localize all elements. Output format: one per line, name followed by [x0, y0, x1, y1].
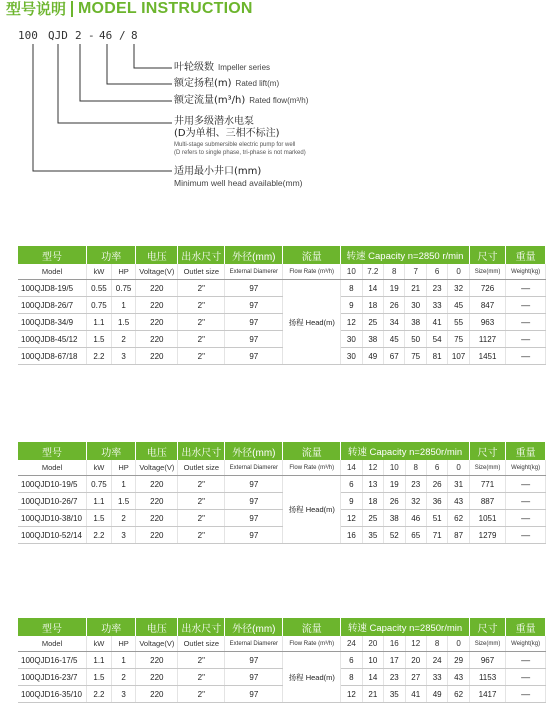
subheader-kw: kW	[87, 636, 112, 652]
cell-kw: 1.5	[87, 331, 112, 348]
subheader-weight: Weight(kg)	[506, 460, 546, 476]
cell-head-value: 49	[426, 686, 447, 703]
table-row	[18, 686, 546, 703]
header-speed-capacity: 转速 Capacity n=2850 r/min	[341, 246, 470, 264]
cell-head-value: 51	[426, 510, 447, 527]
cell-head-value: 33	[426, 669, 447, 686]
subheader-model: Model	[18, 636, 87, 652]
spec-table	[18, 442, 546, 544]
cell-head-value: 81	[426, 348, 447, 365]
subheader-outlet-size: Outlet size	[178, 460, 225, 476]
table-row	[18, 331, 546, 348]
cell-head-value: 30	[341, 331, 362, 348]
subheader-kw: kW	[87, 264, 112, 280]
cell-outlet: 2"	[178, 493, 225, 510]
cell-head-value: 13	[362, 476, 383, 493]
subheader-external-diameter: External Diamerer	[225, 636, 283, 652]
model-code-dash: -	[88, 29, 95, 42]
cell-model: 100QJD8-19/5	[18, 280, 87, 297]
cell-head-value: 50	[405, 331, 426, 348]
legend-flow: 额定流量(m³/h) Rated flow(m³/h)	[174, 95, 309, 106]
cell-weight: —	[506, 348, 546, 365]
spec-table	[18, 246, 546, 365]
header-flow: 流量	[283, 618, 341, 636]
cell-voltage: 220	[136, 527, 178, 544]
cell-hp: 2	[111, 331, 136, 348]
cell-head-value: 38	[384, 510, 405, 527]
header-power: 功率	[87, 246, 136, 264]
cell-outer-diameter: 97	[225, 652, 283, 669]
cell-weight: —	[506, 280, 546, 297]
header-flow: 流量	[283, 442, 341, 460]
head-label: 扬程 Head(m)	[283, 280, 341, 365]
subheader-kw: kW	[87, 460, 112, 476]
flow-capacity-value: 7.2	[362, 264, 383, 280]
cell-voltage: 220	[136, 493, 178, 510]
cell-head-value: 23	[426, 280, 447, 297]
cell-head-value: 38	[362, 331, 383, 348]
cell-size: 887	[469, 493, 505, 510]
cell-model: 100QJD10-52/14	[18, 527, 87, 544]
cell-head-value: 32	[405, 493, 426, 510]
cell-outlet: 2"	[178, 331, 225, 348]
cell-outlet: 2"	[178, 652, 225, 669]
cell-head-value: 41	[426, 314, 447, 331]
cell-weight: —	[506, 314, 546, 331]
cell-outer-diameter: 97	[225, 297, 283, 314]
cell-size: 1451	[469, 348, 505, 365]
legend-phase-note: (D为单相、三相不标注)	[174, 128, 280, 139]
subheader-external-diameter: External Diamerer	[225, 264, 283, 280]
cell-head-value: 67	[384, 348, 405, 365]
header-speed-capacity: 转速 Capacity n=2850r/min	[341, 442, 470, 460]
cell-head-value: 54	[426, 331, 447, 348]
cell-size: 726	[469, 280, 505, 297]
cell-outlet: 2"	[178, 348, 225, 365]
cell-head-value: 18	[362, 493, 383, 510]
table-row	[18, 314, 546, 331]
cell-head-value: 6	[341, 476, 362, 493]
cell-head-value: 19	[384, 280, 405, 297]
cell-head-value: 26	[426, 476, 447, 493]
cell-model: 100QJD8-45/12	[18, 331, 87, 348]
section-title-cn: 型号说明	[6, 0, 67, 18]
cell-hp: 1	[111, 297, 136, 314]
cell-outer-diameter: 97	[225, 510, 283, 527]
subheader-size: Size(mm)	[469, 636, 505, 652]
flow-capacity-value: 6	[426, 264, 447, 280]
header-weight: 重量	[506, 246, 546, 264]
header-model: 型号	[18, 442, 87, 460]
cell-head-value: 62	[448, 686, 469, 703]
cell-hp: 0.75	[111, 280, 136, 297]
cell-voltage: 220	[136, 314, 178, 331]
cell-weight: —	[506, 297, 546, 314]
cell-head-value: 38	[405, 314, 426, 331]
cell-head-value: 12	[341, 314, 362, 331]
subheader-voltage: Voltage(V)	[136, 264, 178, 280]
cell-head-value: 65	[405, 527, 426, 544]
spec-table	[18, 618, 546, 703]
flow-capacity-value: 6	[426, 460, 447, 476]
leader-line-flow	[80, 44, 172, 101]
legend-pump-type: 井用多级潜水电泵	[174, 116, 254, 127]
flow-capacity-value: 8	[426, 636, 447, 652]
subheader-model: Model	[18, 460, 87, 476]
cell-outlet: 2"	[178, 686, 225, 703]
cell-head-value: 33	[426, 297, 447, 314]
cell-outlet: 2"	[178, 527, 225, 544]
table-row	[18, 476, 546, 493]
cell-weight: —	[506, 686, 546, 703]
subheader-size: Size(mm)	[469, 460, 505, 476]
cell-head-value: 41	[405, 686, 426, 703]
cell-hp: 3	[111, 348, 136, 365]
cell-weight: —	[506, 527, 546, 544]
cell-hp: 2	[111, 669, 136, 686]
cell-head-value: 34	[384, 314, 405, 331]
table-row	[18, 297, 546, 314]
subheader-outlet-size: Outlet size	[178, 264, 225, 280]
table-row	[18, 527, 546, 544]
cell-head-value: 35	[384, 686, 405, 703]
cell-weight: —	[506, 510, 546, 527]
leader-line-well	[33, 44, 172, 171]
flow-capacity-value: 10	[341, 264, 362, 280]
legend-stages: 叶轮级数 Impeller series	[174, 62, 271, 73]
cell-head-value: 21	[405, 280, 426, 297]
subheader-model: Model	[18, 264, 87, 280]
cell-head-value: 23	[384, 669, 405, 686]
cell-hp: 2	[111, 510, 136, 527]
cell-head-value: 14	[362, 669, 383, 686]
cell-kw: 1.1	[87, 493, 112, 510]
cell-outer-diameter: 97	[225, 669, 283, 686]
cell-hp: 1	[111, 476, 136, 493]
cell-head-value: 23	[405, 476, 426, 493]
cell-voltage: 220	[136, 280, 178, 297]
cell-head-value: 27	[405, 669, 426, 686]
cell-head-value: 17	[384, 652, 405, 669]
table-row	[18, 510, 546, 527]
subheader-voltage: Voltage(V)	[136, 636, 178, 652]
flow-capacity-value: 14	[341, 460, 362, 476]
cell-head-value: 45	[448, 297, 469, 314]
subheader-hp: HP	[111, 264, 136, 280]
cell-head-value: 6	[341, 652, 362, 669]
cell-voltage: 220	[136, 297, 178, 314]
subheader-flow-rate: Flow Rate (m³/h)	[283, 460, 341, 476]
cell-model: 100QJD16-35/10	[18, 686, 87, 703]
cell-head-value: 10	[362, 652, 383, 669]
leader-line-stages	[134, 44, 172, 68]
cell-head-value: 26	[384, 297, 405, 314]
cell-head-value: 32	[448, 280, 469, 297]
cell-outlet: 2"	[178, 297, 225, 314]
flow-capacity-value: 8	[384, 264, 405, 280]
header-outlet: 出水尺寸	[178, 246, 225, 264]
table-subheader-row	[18, 460, 546, 476]
subheader-hp: HP	[111, 460, 136, 476]
subheader-weight: Weight(kg)	[506, 636, 546, 652]
flow-capacity-value: 0	[448, 460, 469, 476]
model-code-pump-type: QJD	[48, 29, 68, 42]
header-voltage: 电压	[136, 618, 178, 636]
subheader-voltage: Voltage(V)	[136, 460, 178, 476]
cell-head-value: 12	[341, 510, 362, 527]
flow-capacity-value: 7	[405, 264, 426, 280]
cell-size: 847	[469, 297, 505, 314]
cell-head-value: 8	[341, 280, 362, 297]
cell-weight: —	[506, 652, 546, 669]
model-code-well-size: 100	[18, 29, 38, 42]
cell-model: 100QJD10-38/10	[18, 510, 87, 527]
model-code-lift: 46	[99, 29, 113, 42]
header-speed-capacity: 转速 Capacity n=2850r/min	[341, 618, 470, 636]
cell-head-value: 71	[426, 527, 447, 544]
cell-size: 771	[469, 476, 505, 493]
cell-head-value: 30	[341, 348, 362, 365]
cell-head-value: 20	[405, 652, 426, 669]
subheader-flow-rate: Flow Rate (m³/h)	[283, 636, 341, 652]
header-model: 型号	[18, 246, 87, 264]
table-header-row	[18, 246, 546, 264]
legend-well-head: 适用最小井口(mm)	[174, 166, 262, 177]
table-row	[18, 280, 546, 297]
cell-head-value: 30	[405, 297, 426, 314]
model-code-slash: /	[119, 29, 126, 42]
subheader-weight: Weight(kg)	[506, 264, 546, 280]
header-power: 功率	[87, 442, 136, 460]
cell-size: 1153	[469, 669, 505, 686]
cell-size: 1279	[469, 527, 505, 544]
cell-head-value: 12	[341, 686, 362, 703]
header-voltage: 电压	[136, 442, 178, 460]
cell-head-value: 9	[341, 493, 362, 510]
header-outer-diameter: 外径(mm)	[225, 618, 283, 636]
cell-head-value: 55	[448, 314, 469, 331]
cell-voltage: 220	[136, 652, 178, 669]
cell-size: 967	[469, 652, 505, 669]
subheader-external-diameter: External Diamerer	[225, 460, 283, 476]
section-title-en: MODEL INSTRUCTION	[78, 0, 253, 17]
cell-outlet: 2"	[178, 314, 225, 331]
header-size: 尺寸	[469, 618, 505, 636]
header-flow: 流量	[283, 246, 341, 264]
cell-weight: —	[506, 331, 546, 348]
flow-capacity-value: 12	[405, 636, 426, 652]
cell-outer-diameter: 97	[225, 280, 283, 297]
cell-outlet: 2"	[178, 510, 225, 527]
table-header-row	[18, 618, 546, 636]
cell-outer-diameter: 97	[225, 527, 283, 544]
cell-head-value: 62	[448, 510, 469, 527]
cell-voltage: 220	[136, 669, 178, 686]
flow-capacity-value: 8	[405, 460, 426, 476]
cell-head-value: 35	[362, 527, 383, 544]
cell-head-value: 36	[426, 493, 447, 510]
cell-weight: —	[506, 476, 546, 493]
cell-head-value: 14	[362, 280, 383, 297]
cell-kw: 2.2	[87, 686, 112, 703]
header-model: 型号	[18, 618, 87, 636]
subheader-hp: HP	[111, 636, 136, 652]
cell-head-value: 25	[362, 314, 383, 331]
cell-head-value: 31	[448, 476, 469, 493]
cell-voltage: 220	[136, 348, 178, 365]
model-code-stages: 8	[131, 29, 138, 42]
cell-kw: 2.2	[87, 527, 112, 544]
cell-outer-diameter: 97	[225, 493, 283, 510]
cell-head-value: 107	[448, 348, 469, 365]
cell-size: 963	[469, 314, 505, 331]
header-voltage: 电压	[136, 246, 178, 264]
cell-size: 1417	[469, 686, 505, 703]
leader-line-lift	[107, 44, 172, 84]
header-outlet: 出水尺寸	[178, 618, 225, 636]
model-code-flow: 2	[75, 29, 82, 42]
cell-head-value: 87	[448, 527, 469, 544]
table-subheader-row	[18, 264, 546, 280]
cell-model: 100QJD8-67/18	[18, 348, 87, 365]
cell-head-value: 21	[362, 686, 383, 703]
flow-capacity-value: 24	[341, 636, 362, 652]
cell-outer-diameter: 97	[225, 331, 283, 348]
header-weight: 重量	[506, 442, 546, 460]
cell-kw: 0.75	[87, 297, 112, 314]
cell-head-value: 75	[448, 331, 469, 348]
flow-capacity-value: 0	[448, 636, 469, 652]
cell-outlet: 2"	[178, 280, 225, 297]
cell-size: 1051	[469, 510, 505, 527]
cell-model: 100QJD8-26/7	[18, 297, 87, 314]
flow-capacity-value: 16	[384, 636, 405, 652]
cell-model: 100QJD8-34/9	[18, 314, 87, 331]
cell-head-value: 52	[384, 527, 405, 544]
cell-outer-diameter: 97	[225, 314, 283, 331]
flow-capacity-value: 10	[384, 460, 405, 476]
legend-pump-type-en: Multi-stage submersible electric pump for well	[174, 142, 296, 148]
cell-head-value: 8	[341, 669, 362, 686]
cell-kw: 1.1	[87, 314, 112, 331]
flow-capacity-value: 20	[362, 636, 383, 652]
cell-head-value: 29	[448, 652, 469, 669]
cell-head-value: 49	[362, 348, 383, 365]
cell-model: 100QJD16-17/5	[18, 652, 87, 669]
table-subheader-row	[18, 636, 546, 652]
cell-voltage: 220	[136, 510, 178, 527]
subheader-outlet-size: Outlet size	[178, 636, 225, 652]
cell-outer-diameter: 97	[225, 348, 283, 365]
cell-head-value: 43	[448, 669, 469, 686]
cell-voltage: 220	[136, 686, 178, 703]
table-row	[18, 348, 546, 365]
cell-kw: 0.55	[87, 280, 112, 297]
cell-hp: 3	[111, 686, 136, 703]
cell-model: 100QJD10-19/5	[18, 476, 87, 493]
cell-model: 100QJD16-23/7	[18, 669, 87, 686]
subheader-flow-rate: Flow Rate (m³/h)	[283, 264, 341, 280]
header-size: 尺寸	[469, 442, 505, 460]
table-row	[18, 669, 546, 686]
cell-hp: 1.5	[111, 493, 136, 510]
cell-head-value: 9	[341, 297, 362, 314]
cell-hp: 3	[111, 527, 136, 544]
table-header-row	[18, 442, 546, 460]
table-row	[18, 493, 546, 510]
cell-outer-diameter: 97	[225, 476, 283, 493]
cell-outlet: 2"	[178, 476, 225, 493]
legend-phase-note-en: (D refers to single phase, tri-phase is not marked)	[174, 150, 306, 156]
cell-kw: 1.5	[87, 510, 112, 527]
cell-voltage: 220	[136, 331, 178, 348]
cell-kw: 1.1	[87, 652, 112, 669]
header-outer-diameter: 外径(mm)	[225, 246, 283, 264]
header-power: 功率	[87, 618, 136, 636]
header-outlet: 出水尺寸	[178, 442, 225, 460]
table-row	[18, 652, 546, 669]
header-weight: 重量	[506, 618, 546, 636]
cell-head-value: 75	[405, 348, 426, 365]
cell-head-value: 16	[341, 527, 362, 544]
cell-head-value: 26	[384, 493, 405, 510]
header-outer-diameter: 外径(mm)	[225, 442, 283, 460]
cell-model: 100QJD10-26/7	[18, 493, 87, 510]
cell-hp: 1.5	[111, 314, 136, 331]
legend-lift: 额定扬程(m) Rated lift(m)	[174, 78, 280, 89]
cell-head-value: 43	[448, 493, 469, 510]
cell-hp: 1	[111, 652, 136, 669]
cell-head-value: 18	[362, 297, 383, 314]
cell-head-value: 24	[426, 652, 447, 669]
cell-size: 1127	[469, 331, 505, 348]
cell-kw: 2.2	[87, 348, 112, 365]
cell-outer-diameter: 97	[225, 686, 283, 703]
flow-capacity-value: 12	[362, 460, 383, 476]
cell-kw: 0.75	[87, 476, 112, 493]
cell-head-value: 19	[384, 476, 405, 493]
cell-head-value: 45	[384, 331, 405, 348]
cell-weight: —	[506, 493, 546, 510]
subheader-size: Size(mm)	[469, 264, 505, 280]
flow-capacity-value: 0	[448, 264, 469, 280]
header-size: 尺寸	[469, 246, 505, 264]
legend-well-head-en: Minimum well head available(mm)	[174, 178, 303, 188]
head-label: 扬程 Head(m)	[283, 476, 341, 544]
cell-weight: —	[506, 669, 546, 686]
head-label: 扬程 Head(m)	[283, 652, 341, 703]
cell-voltage: 220	[136, 476, 178, 493]
cell-head-value: 25	[362, 510, 383, 527]
cell-outlet: 2"	[178, 669, 225, 686]
cell-kw: 1.5	[87, 669, 112, 686]
cell-head-value: 46	[405, 510, 426, 527]
